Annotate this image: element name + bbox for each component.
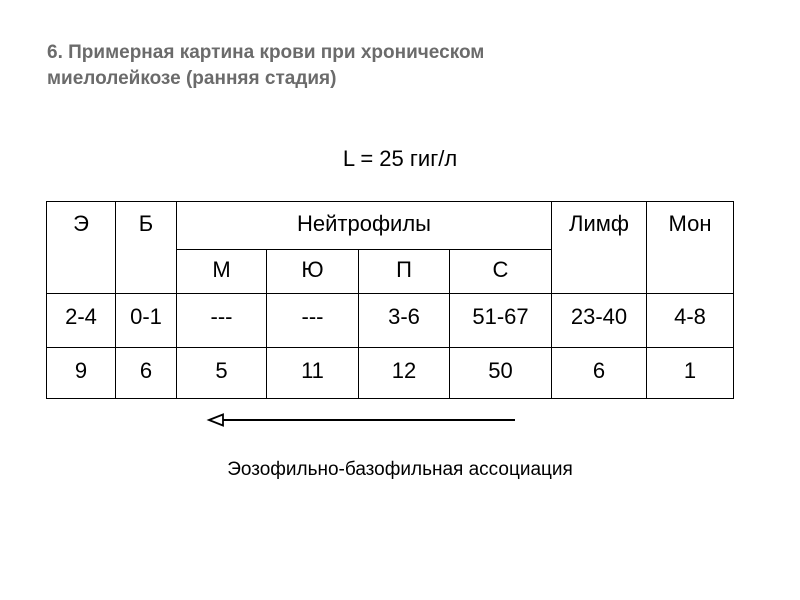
table-cell: 23-40 xyxy=(552,294,647,348)
title-line-1: 6. Примерная картина крови при хроническом xyxy=(47,42,485,63)
header-row xyxy=(47,202,734,250)
table-cell: --- xyxy=(177,294,267,348)
table-cell: 4-8 xyxy=(647,294,734,348)
table-cell: 5 xyxy=(177,348,267,399)
subheader-metamyelocytes: Ю xyxy=(267,250,359,294)
subheader-myelocytes: М xyxy=(177,250,267,294)
table-cell: 2-4 xyxy=(47,294,116,348)
header-neutrophils: Нейтрофилы xyxy=(177,202,552,250)
subheader-segmented: С xyxy=(450,250,552,294)
table-cell: 0-1 xyxy=(116,294,177,348)
header-basophils: Б xyxy=(116,202,177,294)
table-cell: 11 xyxy=(267,348,359,399)
left-arrow-icon xyxy=(205,411,520,429)
table-cell: 3-6 xyxy=(359,294,450,348)
header-eosinophils: Э xyxy=(47,202,116,294)
table-row-patient xyxy=(47,348,734,399)
header-monocytes: Мон xyxy=(647,202,734,294)
table-cell: 50 xyxy=(450,348,552,399)
table-cell: 6 xyxy=(116,348,177,399)
leukocyte-count: L = 25 гиг/л xyxy=(342,146,458,171)
subheader-band: П xyxy=(359,250,450,294)
title-line-2: миелолейкозе (ранняя стадия) xyxy=(47,68,337,89)
table-row-norm xyxy=(47,294,734,348)
table-cell: 6 xyxy=(552,348,647,399)
slide-title xyxy=(47,40,727,92)
blood-picture-table xyxy=(46,201,734,399)
table-cell: 1 xyxy=(647,348,734,399)
association-caption: Эозофильно-базофильная ассоциация xyxy=(227,459,573,480)
table-cell: 12 xyxy=(359,348,450,399)
header-lymphocytes: Лимф xyxy=(552,202,647,294)
table-cell: 9 xyxy=(47,348,116,399)
table-cell: --- xyxy=(267,294,359,348)
table-cell: 51-67 xyxy=(450,294,552,348)
